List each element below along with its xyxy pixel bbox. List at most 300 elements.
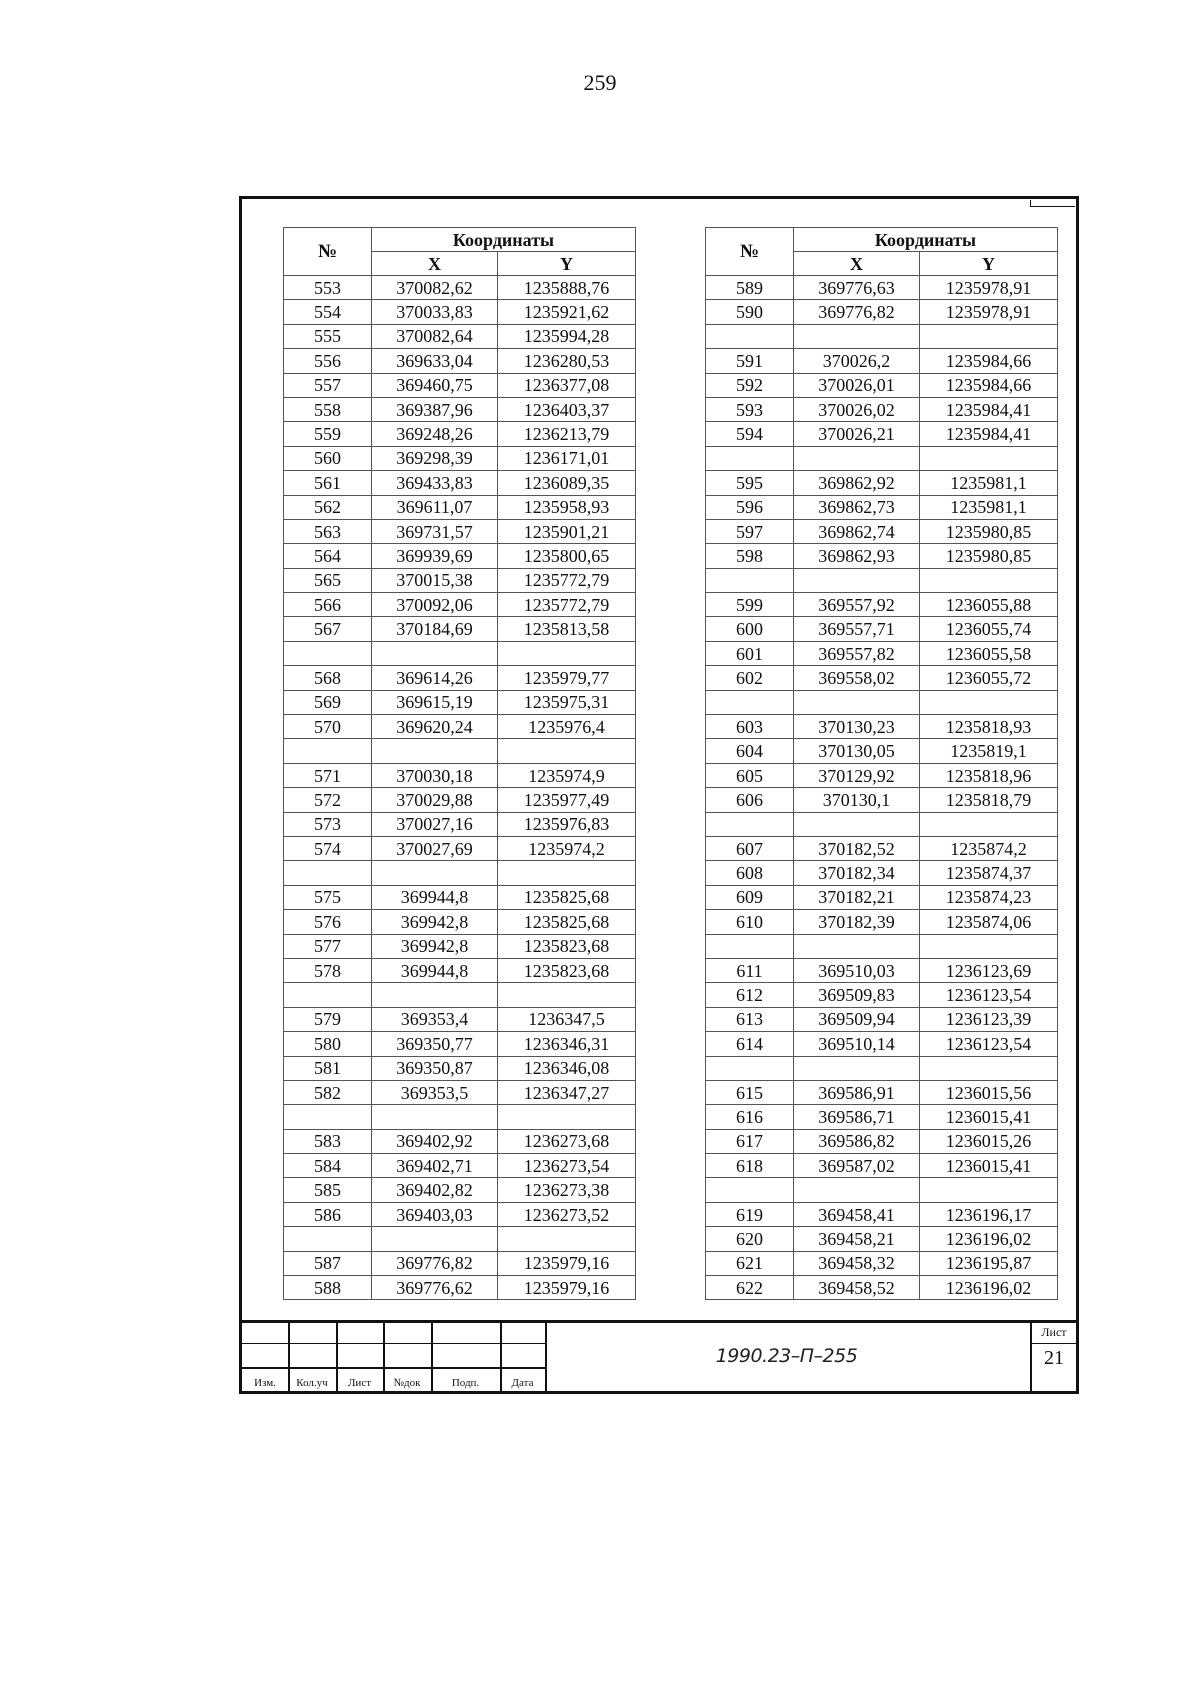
point-number-cell — [706, 1178, 794, 1202]
y-coordinate-cell: 1235974,2 — [498, 836, 636, 860]
point-number-cell — [706, 690, 794, 714]
y-coordinate-cell: 1235874,2 — [920, 836, 1058, 860]
x-coordinate-cell — [372, 1105, 498, 1129]
table-row — [284, 1251, 636, 1275]
y-coordinate-cell: 1235921,62 — [498, 300, 636, 324]
point-number-cell — [706, 568, 794, 592]
point-number-cell: 591 — [706, 349, 794, 373]
y-coordinate-cell: 1236403,37 — [498, 397, 636, 421]
table-row — [706, 300, 1058, 324]
stamp-label-doc-number: №док — [393, 1377, 421, 1389]
point-number-cell: 598 — [706, 544, 794, 568]
point-number-cell: 608 — [706, 861, 794, 885]
table-row — [284, 349, 636, 373]
header-number: № — [706, 228, 794, 276]
point-number-cell — [284, 1105, 372, 1129]
y-coordinate-cell: 1235979,16 — [498, 1251, 636, 1275]
table-row — [706, 983, 1058, 1007]
x-coordinate-cell: 369248,26 — [372, 422, 498, 446]
y-coordinate-cell: 1236195,87 — [920, 1251, 1058, 1275]
x-coordinate-cell: 369557,92 — [794, 593, 920, 617]
x-coordinate-cell: 369557,71 — [794, 617, 920, 641]
table-row — [284, 763, 636, 787]
point-number-cell — [706, 446, 794, 470]
x-coordinate-cell: 370130,05 — [794, 739, 920, 763]
x-coordinate-cell: 370027,69 — [372, 836, 498, 860]
x-coordinate-cell: 370092,06 — [372, 593, 498, 617]
x-coordinate-cell: 369633,04 — [372, 349, 498, 373]
table-row — [706, 593, 1058, 617]
x-coordinate-cell: 370026,2 — [794, 349, 920, 373]
table-row — [284, 495, 636, 519]
y-coordinate-cell: 1235978,91 — [920, 300, 1058, 324]
point-number-cell: 586 — [284, 1202, 372, 1226]
x-coordinate-cell: 369458,41 — [794, 1202, 920, 1226]
right-table-body — [706, 276, 1058, 1300]
x-coordinate-cell: 369353,4 — [372, 1007, 498, 1031]
table-row — [284, 812, 636, 836]
table-row — [284, 544, 636, 568]
point-number-cell: 595 — [706, 471, 794, 495]
table-row — [706, 324, 1058, 348]
x-coordinate-cell: 369776,82 — [794, 300, 920, 324]
point-number-cell: 581 — [284, 1056, 372, 1080]
y-coordinate-cell: 1236196,17 — [920, 1202, 1058, 1226]
point-number-cell: 577 — [284, 934, 372, 958]
left-table-body — [284, 276, 636, 1300]
x-coordinate-cell: 370130,23 — [794, 715, 920, 739]
x-coordinate-cell: 369402,82 — [372, 1178, 498, 1202]
y-coordinate-cell: 1236015,56 — [920, 1080, 1058, 1104]
point-number-cell — [284, 861, 372, 885]
x-coordinate-cell: 369620,24 — [372, 715, 498, 739]
x-coordinate-cell: 369510,14 — [794, 1032, 920, 1056]
y-coordinate-cell: 1235825,68 — [498, 910, 636, 934]
point-number-cell: 559 — [284, 422, 372, 446]
y-coordinate-cell: 1236196,02 — [920, 1276, 1058, 1300]
y-coordinate-cell — [498, 1105, 636, 1129]
table-row — [706, 397, 1058, 421]
point-number-cell: 605 — [706, 763, 794, 787]
point-number-cell: 613 — [706, 1007, 794, 1031]
table-row — [284, 910, 636, 934]
point-number-cell: 576 — [284, 910, 372, 934]
table-row — [284, 739, 636, 763]
stamp-label-date: Дата — [511, 1377, 534, 1389]
y-coordinate-cell: 1235984,41 — [920, 422, 1058, 446]
point-number-cell: 607 — [706, 836, 794, 860]
point-number-cell: 584 — [284, 1154, 372, 1178]
x-coordinate-cell: 370182,52 — [794, 836, 920, 860]
x-coordinate-cell: 370184,69 — [372, 617, 498, 641]
point-number-cell: 560 — [284, 446, 372, 470]
table-row — [284, 1105, 636, 1129]
table-row — [284, 958, 636, 982]
x-coordinate-cell: 370029,88 — [372, 788, 498, 812]
table-row — [284, 1007, 636, 1031]
table-row — [284, 446, 636, 470]
coordinates-table-left — [283, 227, 636, 1300]
table-row — [284, 983, 636, 1007]
y-coordinate-cell: 1236123,54 — [920, 983, 1058, 1007]
drawing-frame — [239, 196, 1079, 1394]
y-coordinate-cell — [498, 641, 636, 665]
point-number-cell: 555 — [284, 324, 372, 348]
point-number-cell: 575 — [284, 885, 372, 909]
table-row — [706, 861, 1058, 885]
y-coordinate-cell: 1235976,83 — [498, 812, 636, 836]
x-coordinate-cell: 370130,1 — [794, 788, 920, 812]
point-number-cell — [706, 934, 794, 958]
x-coordinate-cell: 369944,8 — [372, 885, 498, 909]
y-coordinate-cell — [920, 1178, 1058, 1202]
x-coordinate-cell: 370082,62 — [372, 276, 498, 300]
document-code: 1990.23–П–255 — [715, 1345, 858, 1367]
table-row — [706, 276, 1058, 300]
y-coordinate-cell — [920, 568, 1058, 592]
y-coordinate-cell: 1235978,91 — [920, 276, 1058, 300]
x-coordinate-cell — [794, 1056, 920, 1080]
point-number-cell: 572 — [284, 788, 372, 812]
x-coordinate-cell — [372, 739, 498, 763]
table-row — [706, 690, 1058, 714]
x-coordinate-cell: 369510,03 — [794, 958, 920, 982]
point-number-cell: 602 — [706, 666, 794, 690]
point-number-cell: 579 — [284, 1007, 372, 1031]
header-number: № — [284, 228, 372, 276]
header-coordinates: Координаты — [372, 228, 636, 252]
y-coordinate-cell: 1236347,27 — [498, 1080, 636, 1104]
y-coordinate-cell: 1235979,16 — [498, 1276, 636, 1300]
point-number-cell: 556 — [284, 349, 372, 373]
point-number-cell: 603 — [706, 715, 794, 739]
table-row — [284, 593, 636, 617]
y-coordinate-cell: 1236280,53 — [498, 349, 636, 373]
x-coordinate-cell: 369586,91 — [794, 1080, 920, 1104]
x-coordinate-cell — [794, 324, 920, 348]
table-row — [284, 1154, 636, 1178]
point-number-cell: 621 — [706, 1251, 794, 1275]
table-row — [284, 422, 636, 446]
table-row — [284, 276, 636, 300]
y-coordinate-cell: 1236055,58 — [920, 641, 1058, 665]
point-number-cell: 592 — [706, 373, 794, 397]
point-number-cell: 568 — [284, 666, 372, 690]
table-row — [706, 349, 1058, 373]
x-coordinate-cell: 370026,21 — [794, 422, 920, 446]
table-row — [284, 641, 636, 665]
table-row — [706, 1007, 1058, 1031]
table-row — [706, 812, 1058, 836]
y-coordinate-cell: 1236213,79 — [498, 422, 636, 446]
table-row — [706, 763, 1058, 787]
point-number-cell: 561 — [284, 471, 372, 495]
table-row — [284, 1202, 636, 1226]
table-row — [706, 1080, 1058, 1104]
sheet-number: 21 — [1044, 1347, 1064, 1369]
point-number-cell: 589 — [706, 276, 794, 300]
stamp-label-sheet: Лист — [347, 1377, 372, 1389]
x-coordinate-cell: 369615,19 — [372, 690, 498, 714]
table-row — [706, 373, 1058, 397]
x-coordinate-cell — [372, 983, 498, 1007]
x-coordinate-cell: 369944,8 — [372, 958, 498, 982]
x-coordinate-cell — [794, 568, 920, 592]
y-coordinate-cell: 1235979,77 — [498, 666, 636, 690]
point-number-cell: 616 — [706, 1105, 794, 1129]
table-row — [284, 397, 636, 421]
x-coordinate-cell: 370182,34 — [794, 861, 920, 885]
x-coordinate-cell: 370027,16 — [372, 812, 498, 836]
header-x: X — [372, 252, 498, 276]
table-row — [284, 885, 636, 909]
y-coordinate-cell: 1235980,85 — [920, 544, 1058, 568]
point-number-cell: 585 — [284, 1178, 372, 1202]
x-coordinate-cell: 369460,75 — [372, 373, 498, 397]
y-coordinate-cell — [498, 1227, 636, 1251]
x-coordinate-cell: 369586,82 — [794, 1129, 920, 1153]
y-coordinate-cell: 1235981,1 — [920, 495, 1058, 519]
point-number-cell: 588 — [284, 1276, 372, 1300]
point-number-cell: 600 — [706, 617, 794, 641]
x-coordinate-cell — [372, 1227, 498, 1251]
x-coordinate-cell: 369862,92 — [794, 471, 920, 495]
table-row — [284, 1032, 636, 1056]
frame-corner-tab — [1030, 200, 1075, 207]
x-coordinate-cell: 369942,8 — [372, 934, 498, 958]
x-coordinate-cell: 369458,52 — [794, 1276, 920, 1300]
point-number-cell: 569 — [284, 690, 372, 714]
y-coordinate-cell — [920, 934, 1058, 958]
x-coordinate-cell: 369387,96 — [372, 397, 498, 421]
y-coordinate-cell: 1235818,79 — [920, 788, 1058, 812]
point-number-cell: 601 — [706, 641, 794, 665]
y-coordinate-cell — [920, 324, 1058, 348]
y-coordinate-cell: 1235981,1 — [920, 471, 1058, 495]
y-coordinate-cell: 1235901,21 — [498, 519, 636, 543]
y-coordinate-cell: 1236015,41 — [920, 1154, 1058, 1178]
point-number-cell: 578 — [284, 958, 372, 982]
x-coordinate-cell: 369862,73 — [794, 495, 920, 519]
x-coordinate-cell: 369402,71 — [372, 1154, 498, 1178]
table-row — [284, 568, 636, 592]
x-coordinate-cell — [794, 690, 920, 714]
point-number-cell: 564 — [284, 544, 372, 568]
point-number-cell: 609 — [706, 885, 794, 909]
y-coordinate-cell: 1236171,01 — [498, 446, 636, 470]
x-coordinate-cell: 369557,82 — [794, 641, 920, 665]
table-row — [284, 1056, 636, 1080]
table-row — [706, 1105, 1058, 1129]
title-block — [242, 1320, 1076, 1391]
x-coordinate-cell — [794, 812, 920, 836]
y-coordinate-cell — [498, 861, 636, 885]
page-number: 259 — [583, 70, 617, 95]
point-number-cell: 566 — [284, 593, 372, 617]
x-coordinate-cell: 369776,62 — [372, 1276, 498, 1300]
table-row — [706, 617, 1058, 641]
x-coordinate-cell: 369586,71 — [794, 1105, 920, 1129]
point-number-cell: 583 — [284, 1129, 372, 1153]
point-number-cell — [284, 1227, 372, 1251]
y-coordinate-cell: 1236196,02 — [920, 1227, 1058, 1251]
table-row — [706, 495, 1058, 519]
table-row — [284, 373, 636, 397]
point-number-cell: 618 — [706, 1154, 794, 1178]
y-coordinate-cell: 1235823,68 — [498, 934, 636, 958]
point-number-cell — [706, 1056, 794, 1080]
y-coordinate-cell: 1235980,85 — [920, 519, 1058, 543]
y-coordinate-cell: 1236015,41 — [920, 1105, 1058, 1129]
point-number-cell: 604 — [706, 739, 794, 763]
y-coordinate-cell: 1235984,66 — [920, 349, 1058, 373]
y-coordinate-cell: 1235874,37 — [920, 861, 1058, 885]
x-coordinate-cell: 369509,83 — [794, 983, 920, 1007]
table-row — [284, 300, 636, 324]
table-row — [706, 471, 1058, 495]
point-number-cell: 594 — [706, 422, 794, 446]
point-number-cell: 593 — [706, 397, 794, 421]
point-number-cell: 580 — [284, 1032, 372, 1056]
y-coordinate-cell: 1235818,96 — [920, 763, 1058, 787]
table-row — [284, 836, 636, 860]
table-row — [284, 324, 636, 348]
table-row — [706, 1129, 1058, 1153]
point-number-cell: 612 — [706, 983, 794, 1007]
x-coordinate-cell: 369350,87 — [372, 1056, 498, 1080]
point-number-cell — [706, 812, 794, 836]
point-number-cell: 620 — [706, 1227, 794, 1251]
point-number-cell: 558 — [284, 397, 372, 421]
x-coordinate-cell: 370082,64 — [372, 324, 498, 348]
x-coordinate-cell: 369353,5 — [372, 1080, 498, 1104]
y-coordinate-cell — [498, 983, 636, 1007]
y-coordinate-cell — [920, 446, 1058, 470]
point-number-cell: 596 — [706, 495, 794, 519]
y-coordinate-cell: 1236273,52 — [498, 1202, 636, 1226]
x-coordinate-cell: 369403,03 — [372, 1202, 498, 1226]
stamp-label-signature: Подп. — [451, 1377, 480, 1389]
table-row — [706, 739, 1058, 763]
point-number-cell — [284, 739, 372, 763]
point-number-cell: 614 — [706, 1032, 794, 1056]
x-coordinate-cell: 369776,82 — [372, 1251, 498, 1275]
table-row — [284, 690, 636, 714]
point-number-cell: 597 — [706, 519, 794, 543]
table-row — [706, 910, 1058, 934]
y-coordinate-cell — [498, 739, 636, 763]
x-coordinate-cell: 369942,8 — [372, 910, 498, 934]
point-number-cell: 610 — [706, 910, 794, 934]
table-row — [706, 788, 1058, 812]
y-coordinate-cell: 1235975,31 — [498, 690, 636, 714]
point-number-cell: 582 — [284, 1080, 372, 1104]
x-coordinate-cell — [794, 446, 920, 470]
x-coordinate-cell — [372, 641, 498, 665]
point-number-cell: 567 — [284, 617, 372, 641]
y-coordinate-cell: 1236273,68 — [498, 1129, 636, 1153]
stamp-row-line — [242, 1343, 545, 1344]
point-number-cell: 554 — [284, 300, 372, 324]
point-number-cell: 606 — [706, 788, 794, 812]
table-row — [706, 1178, 1058, 1202]
x-coordinate-cell: 370026,01 — [794, 373, 920, 397]
point-number-cell — [284, 983, 372, 1007]
table-row — [706, 1276, 1058, 1300]
x-coordinate-cell: 370182,21 — [794, 885, 920, 909]
table-row — [706, 1251, 1058, 1275]
x-coordinate-cell: 369350,77 — [372, 1032, 498, 1056]
x-coordinate-cell: 369458,32 — [794, 1251, 920, 1275]
y-coordinate-cell: 1235888,76 — [498, 276, 636, 300]
y-coordinate-cell: 1236055,74 — [920, 617, 1058, 641]
y-coordinate-cell: 1236055,88 — [920, 593, 1058, 617]
table-row — [284, 519, 636, 543]
coordinates-table-right — [705, 227, 1058, 1300]
y-coordinate-cell: 1236123,39 — [920, 1007, 1058, 1031]
x-coordinate-cell — [794, 934, 920, 958]
x-coordinate-cell: 369731,57 — [372, 519, 498, 543]
header-coordinates: Координаты — [794, 228, 1058, 252]
point-number-cell: 622 — [706, 1276, 794, 1300]
point-number-cell — [706, 324, 794, 348]
table-row — [706, 836, 1058, 860]
table-row — [284, 1178, 636, 1202]
point-number-cell: 557 — [284, 373, 372, 397]
x-coordinate-cell: 370129,92 — [794, 763, 920, 787]
y-coordinate-cell: 1235958,93 — [498, 495, 636, 519]
table-row — [706, 641, 1058, 665]
point-number-cell: 553 — [284, 276, 372, 300]
y-coordinate-cell: 1235976,4 — [498, 715, 636, 739]
y-coordinate-cell: 1235800,65 — [498, 544, 636, 568]
table-row — [706, 544, 1058, 568]
header-y: Y — [920, 252, 1058, 276]
x-coordinate-cell: 369862,74 — [794, 519, 920, 543]
x-coordinate-cell: 369862,93 — [794, 544, 920, 568]
x-coordinate-cell: 369298,39 — [372, 446, 498, 470]
x-coordinate-cell: 370033,83 — [372, 300, 498, 324]
table-row — [706, 958, 1058, 982]
y-coordinate-cell: 1235818,93 — [920, 715, 1058, 739]
y-coordinate-cell: 1235772,79 — [498, 568, 636, 592]
table-row — [706, 934, 1058, 958]
y-coordinate-cell: 1235984,41 — [920, 397, 1058, 421]
table-row — [706, 1227, 1058, 1251]
y-coordinate-cell: 1235977,49 — [498, 788, 636, 812]
table-row — [706, 885, 1058, 909]
x-coordinate-cell — [794, 1178, 920, 1202]
table-row — [284, 715, 636, 739]
x-coordinate-cell: 369587,02 — [794, 1154, 920, 1178]
x-coordinate-cell: 369433,83 — [372, 471, 498, 495]
table-row — [284, 617, 636, 641]
x-coordinate-cell — [372, 861, 498, 885]
table-row — [706, 1202, 1058, 1226]
y-coordinate-cell: 1235819,1 — [920, 739, 1058, 763]
stamp-row-line — [242, 1367, 545, 1369]
table-row — [284, 1129, 636, 1153]
point-number-cell: 587 — [284, 1251, 372, 1275]
stamp-label-quantity: Кол.уч — [296, 1377, 328, 1389]
point-number-cell: 562 — [284, 495, 372, 519]
x-coordinate-cell: 369776,63 — [794, 276, 920, 300]
table-row — [706, 1032, 1058, 1056]
point-number-cell: 599 — [706, 593, 794, 617]
y-coordinate-cell — [920, 690, 1058, 714]
y-coordinate-cell: 1236015,26 — [920, 1129, 1058, 1153]
y-coordinate-cell: 1236123,69 — [920, 958, 1058, 982]
